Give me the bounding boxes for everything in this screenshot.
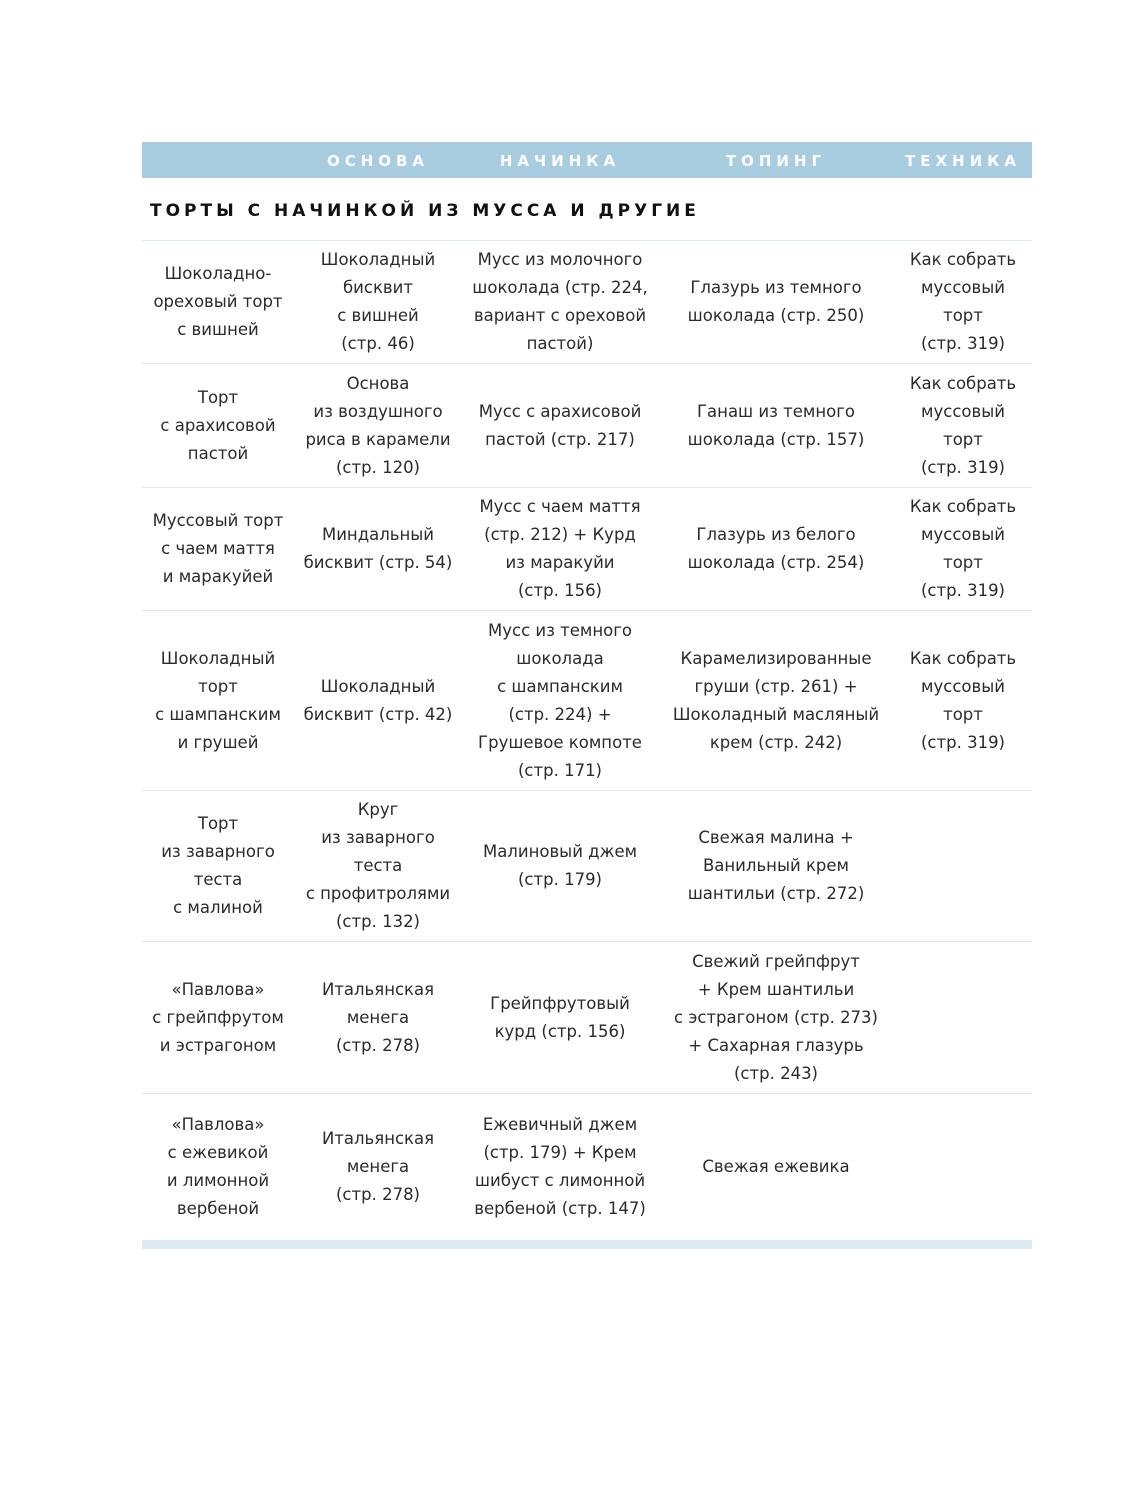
cake-technique: Как собрать муссовый торт (стр. 319) [909,373,1017,477]
table-header [142,142,1032,178]
cake-name: Муссовый торт с чаем маття и маракуйей [152,511,284,586]
cake-technique: Как собрать муссовый торт (стр. 319) [909,648,1017,752]
cake-topping: Глазурь из белого шоколада (стр. 254) [687,525,865,572]
header-base: ОСНОВА [326,152,430,170]
cake-topping: Карамелизированные груши (стр. 261) + Шоколадный масляный крем (стр. 242) [672,648,880,752]
section-title: ТОРТЫ С НАЧИНКОЙ ИЗ МУССА И ДРУГИЕ [150,201,700,221]
cake-filling: Мусс из молочного шоколада (стр. 224, вариант с ореховой пастой) [472,250,648,353]
table-row [142,1093,1032,1240]
cake-base: Итальянская менега (стр. 278) [321,979,435,1055]
table-row [142,610,1032,790]
recipe-table [142,142,1032,1249]
cake-filling: Грейпфрутовый курд (стр. 156) [490,993,630,1041]
cake-base: Шоколадный бисквит (стр. 42) [303,676,453,724]
cake-filling: Ежевичный джем (стр. 179) + Крем шибуст с лимонной вербеной (стр. 147) [474,1115,646,1218]
cake-name: Шоколадно- ореховый торт с вишней [153,264,283,339]
cake-base: Основа из воздушного риса в карамели (стр. 120) [305,373,451,477]
cake-name: «Павлова» с грейпфрутом и эстрагоном [152,979,284,1055]
cake-filling: Мусс с арахисовой пастой (стр. 217) [478,401,642,449]
cake-technique: Как собрать муссовый торт (стр. 319) [909,497,1017,600]
header-filling: НАЧИНКА [499,152,621,170]
cake-topping: Свежая малина + Ванильный крем шантильи (стр. 272) [687,828,865,903]
table-footer-bar [142,1240,1032,1249]
header-topping: ТОПИНГ [725,152,827,170]
cake-base: Итальянская менега (стр. 278) [321,1129,435,1204]
table-row [142,363,1032,487]
cake-filling: Мусс из темного шоколада с шампанским (стр. 224) + Грушевое компоте (стр. 171) [478,620,642,780]
cake-topping: Ганаш из темного шоколада (стр. 157) [687,401,865,449]
cake-base: Миндальный бисквит (стр. 54) [303,525,453,572]
cake-base: Круг из заварного теста с профитролями (стр. 132) [305,800,451,931]
table-row [142,941,1032,1093]
table-row [142,487,1032,610]
cake-technique: Как собрать муссовый торт (стр. 319) [909,250,1017,353]
table-row [142,790,1032,941]
cake-topping: Свежая ежевика [702,1157,850,1176]
cake-name: «Павлова» с ежевикой и лимонной вербеной [166,1115,270,1218]
cake-base: Шоколадный бисквит с вишней (стр. 46) [320,250,436,353]
cake-topping: Глазурь из темного шоколада (стр. 250) [687,278,865,325]
cake-name: Торт из заварного теста с малиной [161,814,275,917]
table-row [142,240,1032,363]
cake-topping: Свежий грейпфрут + Крем шантильи с эстрагоном (стр. 273) + Сахарная глазурь (стр. 243) [674,951,878,1083]
cake-name: Шоколадный торт с шампанским и грушей [155,648,281,752]
cake-filling: Малиновый джем (стр. 179) [482,842,638,889]
header-technique: ТЕХНИКА [904,152,1022,170]
cake-name: Торт с арахисовой пастой [160,387,276,463]
cake-filling: Мусс с чаем маття (стр. 212) + Курд из маракуйи (стр. 156) [479,497,641,600]
